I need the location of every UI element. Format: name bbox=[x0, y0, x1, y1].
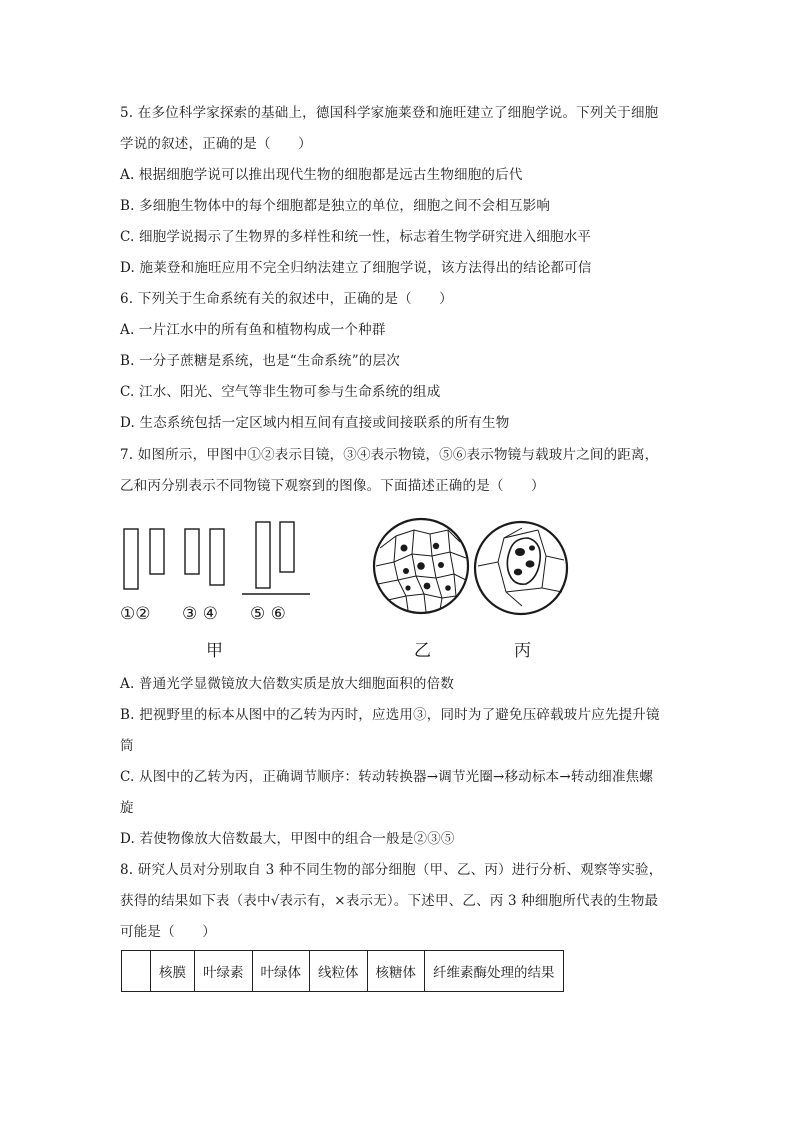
table-header-row bbox=[122, 951, 564, 992]
view-bing-high-magnification bbox=[475, 522, 567, 614]
number-6: ⑥ bbox=[270, 604, 286, 624]
table-header-cell: 核膜 bbox=[151, 951, 195, 992]
q7-option-b-line-1: B. 把视野里的标本从图中的乙转为丙时，应选用③，同时为了避免压碎载玻片应先提升镜 bbox=[120, 707, 660, 723]
number-1: ① bbox=[120, 604, 136, 624]
number-2: ② bbox=[135, 604, 151, 624]
table-header-cell: 叶绿体 bbox=[252, 951, 310, 992]
q7-option-b-line-2: 筒 bbox=[120, 738, 134, 754]
q8-stem-line-2: 获得的结果如下表（表中√表示有，×表示无）。下述甲、乙、丙 3 种细胞所代表的生物最 bbox=[120, 893, 659, 909]
q5-option-a: A. 根据细胞学说可以推出现代生物的细胞都是远古生物细胞的后代 bbox=[120, 167, 523, 183]
q5-option-d: D. 施莱登和施旺应用不完全归纳法建立了细胞学说，该方法得出的结论都可信 bbox=[120, 260, 592, 276]
number-5: ⑤ bbox=[250, 604, 266, 624]
q8-stem-line-1: 8. 研究人员对分别取自 3 种不同生物的部分细胞（甲、乙、丙）进行分析、观察等实验， bbox=[120, 862, 663, 878]
q7-stem-line-1: 7. 如图所示，甲图中①②表示目镜，③④表示物镜，⑤⑥表示物镜与载玻片之间的距离， bbox=[120, 447, 659, 463]
label-yi: 乙 bbox=[414, 641, 431, 661]
objective-long-distance bbox=[256, 522, 270, 588]
microscope-figure bbox=[118, 508, 578, 668]
number-3: ③ bbox=[182, 604, 198, 624]
q8-stem-line-3: 可能是（ ） bbox=[120, 924, 216, 940]
objective-short-distance bbox=[280, 522, 294, 572]
q6-option-a: A. 一片江水中的所有鱼和植物构成一个种群 bbox=[120, 322, 386, 338]
q7-stem-line-2: 乙和丙分别表示不同物镜下观察到的图像。下面描述正确的是（ ） bbox=[120, 478, 545, 494]
eyepiece-long bbox=[124, 529, 138, 589]
label-bing: 丙 bbox=[514, 641, 531, 661]
q5-option-b: B. 多细胞生物体中的每个细胞都是独立的单位，细胞之间不会相互影响 bbox=[120, 198, 551, 214]
label-numbers-5-6 bbox=[250, 604, 286, 624]
q5-stem-line-1: 5. 在多位科学家探索的基础上，德国科学家施莱登和施旺建立了细胞学说。下列关于细胞 bbox=[120, 105, 659, 121]
table-header-cell: 线粒体 bbox=[310, 951, 368, 992]
objective-short bbox=[185, 529, 199, 574]
eyepiece-short bbox=[150, 529, 164, 574]
q6-option-c: C. 江水、阳光、空气等非生物可参与生命系统的组成 bbox=[120, 384, 441, 400]
table-header-cell: 核糖体 bbox=[367, 951, 425, 992]
q5-stem-line-2: 学说的叙述，正确的是（ ） bbox=[120, 136, 312, 152]
table-header-blank bbox=[122, 951, 151, 992]
q7-option-d: D. 若使物像放大倍数最大，甲图中的组合一般是②③⑤ bbox=[120, 831, 455, 847]
label-numbers-1-2 bbox=[120, 604, 151, 624]
q6-stem: 6. 下列关于生命系统有关的叙述中，正确的是（ ） bbox=[120, 291, 453, 307]
q7-option-c-line-2: 旋 bbox=[120, 800, 134, 816]
label-jia: 甲 bbox=[206, 641, 223, 661]
objective-long bbox=[210, 529, 224, 585]
view-yi-low-magnification bbox=[374, 519, 468, 613]
q6-option-d: D. 生态系统包括一定区域内相互间有直接或间接联系的所有生物 bbox=[120, 415, 510, 431]
number-4: ④ bbox=[202, 604, 218, 624]
q6-option-b: B. 一分子蔗糖是系统，也是“生命系统”的层次 bbox=[120, 353, 400, 369]
cell-comparison-table bbox=[121, 950, 564, 992]
label-numbers-3-4 bbox=[182, 604, 218, 624]
table-header-cell: 叶绿素 bbox=[195, 951, 253, 992]
q7-option-c-line-1: C. 从图中的乙转为丙，正确调节顺序：转动转换器→调节光圈→移动标本→转动细准焦螺 bbox=[120, 769, 654, 785]
q5-option-c: C. 细胞学说揭示了生物界的多样性和统一性，标志着生物学研究进入细胞水平 bbox=[120, 229, 592, 245]
q7-option-a: A. 普通光学显微镜放大倍数实质是放大细胞面积的倍数 bbox=[120, 676, 455, 692]
microscope-diagram bbox=[118, 508, 578, 668]
table-header-cell: 纤维素酶处理的结果 bbox=[425, 951, 564, 992]
